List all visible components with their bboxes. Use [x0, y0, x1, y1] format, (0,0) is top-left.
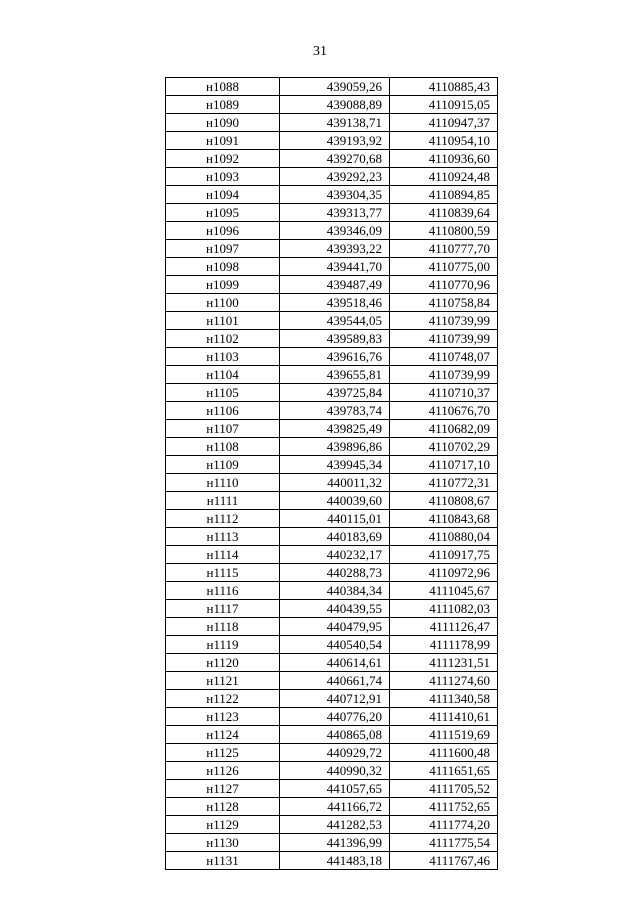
x-coordinate-cell: 439304,35: [280, 186, 390, 204]
table-row: [166, 780, 498, 798]
point-id-cell: н1128: [166, 798, 280, 816]
y-coordinate-cell: 4110954,10: [390, 132, 498, 150]
table-row: [166, 636, 498, 654]
y-coordinate-cell: 4110843,68: [390, 510, 498, 528]
table-row: [166, 312, 498, 330]
table-row: [166, 204, 498, 222]
point-id-cell: н1107: [166, 420, 280, 438]
y-coordinate-cell: 4110739,99: [390, 312, 498, 330]
point-id-cell: н1125: [166, 744, 280, 762]
table-row: [166, 114, 498, 132]
table-row: [166, 546, 498, 564]
y-coordinate-cell: 4110739,99: [390, 366, 498, 384]
point-id-cell: н1097: [166, 240, 280, 258]
table-row: [166, 798, 498, 816]
point-id-cell: н1106: [166, 402, 280, 420]
y-coordinate-cell: 4110880,04: [390, 528, 498, 546]
table-row: [166, 330, 498, 348]
x-coordinate-cell: 441396,99: [280, 834, 390, 852]
point-id-cell: н1117: [166, 600, 280, 618]
table-row: [166, 366, 498, 384]
x-coordinate-cell: 440183,69: [280, 528, 390, 546]
y-coordinate-cell: 4111651,65: [390, 762, 498, 780]
table-row: [166, 420, 498, 438]
y-coordinate-cell: 4110917,75: [390, 546, 498, 564]
table-row: [166, 834, 498, 852]
point-id-cell: н1104: [166, 366, 280, 384]
table-row: [166, 78, 498, 96]
table-row: [166, 384, 498, 402]
table-row: [166, 492, 498, 510]
table-row: [166, 816, 498, 834]
table-row: [166, 618, 498, 636]
coordinates-table: [165, 77, 498, 870]
table-row: [166, 222, 498, 240]
table-row: [166, 150, 498, 168]
y-coordinate-cell: 4111274,60: [390, 672, 498, 690]
x-coordinate-cell: 439346,09: [280, 222, 390, 240]
x-coordinate-cell: 440439,55: [280, 600, 390, 618]
x-coordinate-cell: 439518,46: [280, 294, 390, 312]
table-row: [166, 402, 498, 420]
y-coordinate-cell: 4110777,70: [390, 240, 498, 258]
table-row: [166, 744, 498, 762]
x-coordinate-cell: 440614,61: [280, 654, 390, 672]
y-coordinate-cell: 4110808,67: [390, 492, 498, 510]
y-coordinate-cell: 4111705,52: [390, 780, 498, 798]
table-row: [166, 240, 498, 258]
point-id-cell: н1093: [166, 168, 280, 186]
x-coordinate-cell: 441483,18: [280, 852, 390, 870]
point-id-cell: н1091: [166, 132, 280, 150]
x-coordinate-cell: 439270,68: [280, 150, 390, 168]
x-coordinate-cell: 439138,71: [280, 114, 390, 132]
table-row: [166, 726, 498, 744]
point-id-cell: н1131: [166, 852, 280, 870]
table-row: [166, 132, 498, 150]
y-coordinate-cell: 4110915,05: [390, 96, 498, 114]
y-coordinate-cell: 4110924,48: [390, 168, 498, 186]
point-id-cell: н1130: [166, 834, 280, 852]
x-coordinate-cell: 439825,49: [280, 420, 390, 438]
point-id-cell: н1103: [166, 348, 280, 366]
x-coordinate-cell: 440990,32: [280, 762, 390, 780]
x-coordinate-cell: 439783,74: [280, 402, 390, 420]
x-coordinate-cell: 439725,84: [280, 384, 390, 402]
point-id-cell: н1119: [166, 636, 280, 654]
x-coordinate-cell: 440479,95: [280, 618, 390, 636]
y-coordinate-cell: 4111767,46: [390, 852, 498, 870]
table-row: [166, 348, 498, 366]
y-coordinate-cell: 4110772,31: [390, 474, 498, 492]
table-row: [166, 654, 498, 672]
point-id-cell: н1089: [166, 96, 280, 114]
x-coordinate-cell: 440039,60: [280, 492, 390, 510]
point-id-cell: н1126: [166, 762, 280, 780]
x-coordinate-cell: 440232,17: [280, 546, 390, 564]
point-id-cell: н1129: [166, 816, 280, 834]
point-id-cell: н1094: [166, 186, 280, 204]
x-coordinate-cell: 439945,34: [280, 456, 390, 474]
y-coordinate-cell: 4110717,10: [390, 456, 498, 474]
y-coordinate-cell: 4110894,85: [390, 186, 498, 204]
x-coordinate-cell: 439193,92: [280, 132, 390, 150]
point-id-cell: н1100: [166, 294, 280, 312]
point-id-cell: н1110: [166, 474, 280, 492]
table-row: [166, 762, 498, 780]
point-id-cell: н1096: [166, 222, 280, 240]
point-id-cell: н1101: [166, 312, 280, 330]
x-coordinate-cell: 440384,34: [280, 582, 390, 600]
y-coordinate-cell: 4111340,58: [390, 690, 498, 708]
point-id-cell: н1116: [166, 582, 280, 600]
y-coordinate-cell: 4111600,48: [390, 744, 498, 762]
y-coordinate-cell: 4110947,37: [390, 114, 498, 132]
y-coordinate-cell: 4111231,51: [390, 654, 498, 672]
table-row: [166, 456, 498, 474]
x-coordinate-cell: 439487,49: [280, 276, 390, 294]
y-coordinate-cell: 4110936,60: [390, 150, 498, 168]
y-coordinate-cell: 4111519,69: [390, 726, 498, 744]
x-coordinate-cell: 440712,91: [280, 690, 390, 708]
x-coordinate-cell: 440929,72: [280, 744, 390, 762]
table-row: [166, 672, 498, 690]
table-row: [166, 690, 498, 708]
x-coordinate-cell: 439589,83: [280, 330, 390, 348]
point-id-cell: н1108: [166, 438, 280, 456]
point-id-cell: н1105: [166, 384, 280, 402]
table-row: [166, 510, 498, 528]
point-id-cell: н1115: [166, 564, 280, 582]
x-coordinate-cell: 439655,81: [280, 366, 390, 384]
point-id-cell: н1095: [166, 204, 280, 222]
y-coordinate-cell: 4110710,37: [390, 384, 498, 402]
coordinates-table-body: [166, 78, 498, 870]
x-coordinate-cell: 441282,53: [280, 816, 390, 834]
x-coordinate-cell: 441057,65: [280, 780, 390, 798]
point-id-cell: н1088: [166, 78, 280, 96]
x-coordinate-cell: 439393,22: [280, 240, 390, 258]
y-coordinate-cell: 4111082,03: [390, 600, 498, 618]
point-id-cell: н1127: [166, 780, 280, 798]
table-row: [166, 852, 498, 870]
y-coordinate-cell: 4110758,84: [390, 294, 498, 312]
point-id-cell: н1109: [166, 456, 280, 474]
x-coordinate-cell: 439292,23: [280, 168, 390, 186]
table-row: [166, 96, 498, 114]
point-id-cell: н1121: [166, 672, 280, 690]
y-coordinate-cell: 4110682,09: [390, 420, 498, 438]
y-coordinate-cell: 4111410,61: [390, 708, 498, 726]
y-coordinate-cell: 4110676,70: [390, 402, 498, 420]
point-id-cell: н1092: [166, 150, 280, 168]
page-number: 31: [313, 44, 327, 59]
x-coordinate-cell: 440776,20: [280, 708, 390, 726]
y-coordinate-cell: 4110972,96: [390, 564, 498, 582]
x-coordinate-cell: 440540,54: [280, 636, 390, 654]
table-row: [166, 564, 498, 582]
x-coordinate-cell: 439616,76: [280, 348, 390, 366]
y-coordinate-cell: 4110885,43: [390, 78, 498, 96]
point-id-cell: н1124: [166, 726, 280, 744]
point-id-cell: н1114: [166, 546, 280, 564]
table-row: [166, 582, 498, 600]
y-coordinate-cell: 4110739,99: [390, 330, 498, 348]
y-coordinate-cell: 4110800,59: [390, 222, 498, 240]
x-coordinate-cell: 439544,05: [280, 312, 390, 330]
y-coordinate-cell: 4110839,64: [390, 204, 498, 222]
x-coordinate-cell: 439059,26: [280, 78, 390, 96]
x-coordinate-cell: 441166,72: [280, 798, 390, 816]
x-coordinate-cell: 440661,74: [280, 672, 390, 690]
point-id-cell: н1123: [166, 708, 280, 726]
point-id-cell: н1098: [166, 258, 280, 276]
table-row: [166, 438, 498, 456]
point-id-cell: н1113: [166, 528, 280, 546]
point-id-cell: н1122: [166, 690, 280, 708]
point-id-cell: н1099: [166, 276, 280, 294]
table-row: [166, 186, 498, 204]
y-coordinate-cell: 4111775,54: [390, 834, 498, 852]
table-row: [166, 600, 498, 618]
point-id-cell: н1120: [166, 654, 280, 672]
table-row: [166, 294, 498, 312]
y-coordinate-cell: 4111178,99: [390, 636, 498, 654]
table-row: [166, 276, 498, 294]
y-coordinate-cell: 4111126,47: [390, 618, 498, 636]
y-coordinate-cell: 4111045,67: [390, 582, 498, 600]
table-row: [166, 258, 498, 276]
table-row: [166, 708, 498, 726]
x-coordinate-cell: 440115,01: [280, 510, 390, 528]
x-coordinate-cell: 440011,32: [280, 474, 390, 492]
table-row: [166, 168, 498, 186]
y-coordinate-cell: 4110748,07: [390, 348, 498, 366]
x-coordinate-cell: 439896,86: [280, 438, 390, 456]
y-coordinate-cell: 4110775,00: [390, 258, 498, 276]
x-coordinate-cell: 439441,70: [280, 258, 390, 276]
y-coordinate-cell: 4110770,96: [390, 276, 498, 294]
point-id-cell: н1112: [166, 510, 280, 528]
table-row: [166, 528, 498, 546]
y-coordinate-cell: 4111774,20: [390, 816, 498, 834]
x-coordinate-cell: 440288,73: [280, 564, 390, 582]
x-coordinate-cell: 439088,89: [280, 96, 390, 114]
x-coordinate-cell: 439313,77: [280, 204, 390, 222]
x-coordinate-cell: 440865,08: [280, 726, 390, 744]
point-id-cell: н1102: [166, 330, 280, 348]
point-id-cell: н1111: [166, 492, 280, 510]
y-coordinate-cell: 4110702,29: [390, 438, 498, 456]
table-row: [166, 474, 498, 492]
y-coordinate-cell: 4111752,65: [390, 798, 498, 816]
point-id-cell: н1118: [166, 618, 280, 636]
point-id-cell: н1090: [166, 114, 280, 132]
